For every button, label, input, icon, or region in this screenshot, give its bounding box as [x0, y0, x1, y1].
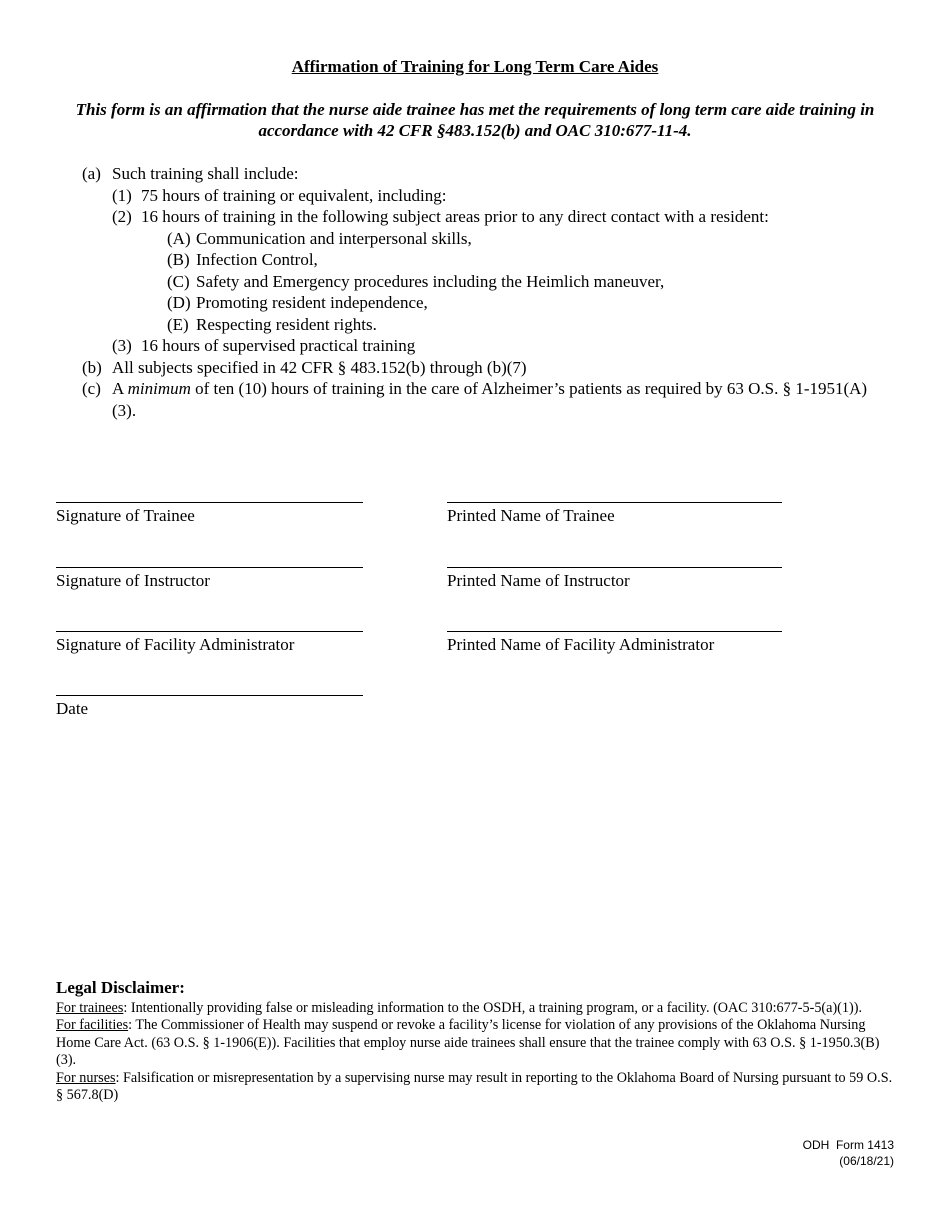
disclaimer-facilities: [56, 1017, 894, 1069]
requirement-text: Such training shall include:: [112, 164, 299, 183]
subject-text: Safety and Emergency procedures including the Heimlich maneuver,: [196, 271, 665, 291]
disclaimer-nurses-text: : Falsification or misrepresentation by a supervising nurse may result in reporting to the Oklahoma Board of Nursing pursuant to 59 O.S. § 567.8(D): [56, 1069, 893, 1104]
requirement-a2: [82, 206, 882, 228]
subject-text: Respecting resident rights.: [196, 314, 377, 334]
disclaimer-nurses-label: For nurses: [56, 1069, 116, 1086]
trainee-signature-line[interactable]: [56, 502, 363, 503]
date-label: Date: [56, 699, 89, 718]
date-line[interactable]: [56, 695, 363, 696]
disclaimer-trainees: [56, 1000, 894, 1017]
requirement-text: [112, 378, 882, 421]
disclaimer-nurses: [56, 1070, 894, 1105]
subject-label: (E): [167, 314, 189, 334]
admin-name-line[interactable]: [447, 631, 782, 632]
requirement-label: (2): [112, 207, 132, 226]
legal-disclaimer-body: [56, 1000, 894, 1104]
form-revision-date: (06/18/21): [839, 1154, 894, 1168]
subject-text: Promoting resident independence,: [196, 293, 428, 312]
requirement-text: 16 hours of training in the following subject areas prior to any direct contact with a resident:: [141, 207, 769, 226]
subject-area-e: [82, 314, 882, 336]
subject-label: (A): [167, 228, 191, 248]
disclaimer-facilities-label: For facilities: [56, 1017, 129, 1034]
subject-area-b: [82, 249, 882, 271]
requirement-a1: [82, 185, 882, 207]
requirement-label: (b): [82, 357, 102, 377]
admin-name-label: Printed Name of Facility Administrator: [447, 635, 715, 654]
requirement-b: [82, 357, 882, 379]
requirement-emphasis: minimum: [127, 379, 191, 398]
disclaimer-facilities-text: : The Commissioner of Health may suspend or revoke a facility’s license for violation of any provisions of the Oklahoma Nursing Home Care Act. (63 O.S. § 1-1906(E)). Facilities that employ nurse aide trainees shall ensure that the trainee comply with 63 O.S. § 1-1950.3(B)(3).: [56, 1017, 880, 1069]
requirement-text: 16 hours of supervised practical training: [141, 336, 416, 355]
instructor-name-line[interactable]: [447, 567, 782, 568]
trainee-name-label: Printed Name of Trainee: [447, 506, 615, 525]
subject-label: (C): [167, 271, 190, 291]
legal-disclaimer-heading: Legal Disclaimer:: [56, 978, 185, 997]
admin-signature-line[interactable]: [56, 631, 363, 632]
admin-signature-label: Signature of Facility Administrator: [56, 635, 295, 654]
requirement-label: (c): [82, 379, 101, 398]
requirement-a3: [82, 335, 882, 357]
requirements-list: [82, 163, 882, 421]
subject-text: Communication and interpersonal skills,: [196, 228, 472, 248]
form-title: Affirmation of Training for Long Term Care Aides: [291, 57, 659, 76]
subject-area-c: [82, 271, 882, 293]
form-footer: [803, 1137, 894, 1169]
subject-text: Infection Control,: [196, 250, 318, 269]
subject-area-d: [82, 292, 882, 314]
requirement-label: (a): [82, 164, 101, 183]
disclaimer-trainees-label: For trainees: [56, 1000, 124, 1016]
requirement-a: [82, 163, 882, 185]
trainee-name-line[interactable]: [447, 502, 782, 503]
instructor-name-label: Printed Name of Instructor: [447, 571, 630, 590]
subject-label: (D): [167, 293, 191, 312]
instructor-signature-line[interactable]: [56, 567, 363, 568]
disclaimer-trainees-text: : Intentionally providing false or misleading information to the OSDH, a training program, or a facility. (OAC 310:677-5-5(a)(1)).: [123, 1000, 862, 1016]
requirement-label: (1): [112, 185, 132, 205]
requirement-text: 75 hours of training or equivalent, including:: [141, 185, 447, 205]
form-number: ODH Form 1413: [802, 1138, 894, 1152]
subject-area-a: [82, 228, 882, 250]
requirement-label: (3): [112, 336, 132, 355]
trainee-signature-label: Signature of Trainee: [56, 506, 195, 525]
instructor-signature-label: Signature of Instructor: [56, 571, 210, 590]
requirement-text-post: of ten (10) hours of training in the care of Alzheimer’s patients as required by 63 O.S. § 1-1951(A)(3).: [112, 379, 868, 420]
requirement-text-pre: A: [112, 379, 128, 398]
requirement-text: All subjects specified in 42 CFR § 483.152(b) through (b)(7): [112, 357, 527, 377]
subject-label: (B): [167, 250, 190, 269]
requirement-c: [82, 378, 882, 421]
form-subtitle: This form is an affirmation that the nurse aide trainee has met the requirements of long term care aide training in accordance with 42 CFR §483.152(b) and OAC 310:677-11-4.: [75, 100, 875, 140]
